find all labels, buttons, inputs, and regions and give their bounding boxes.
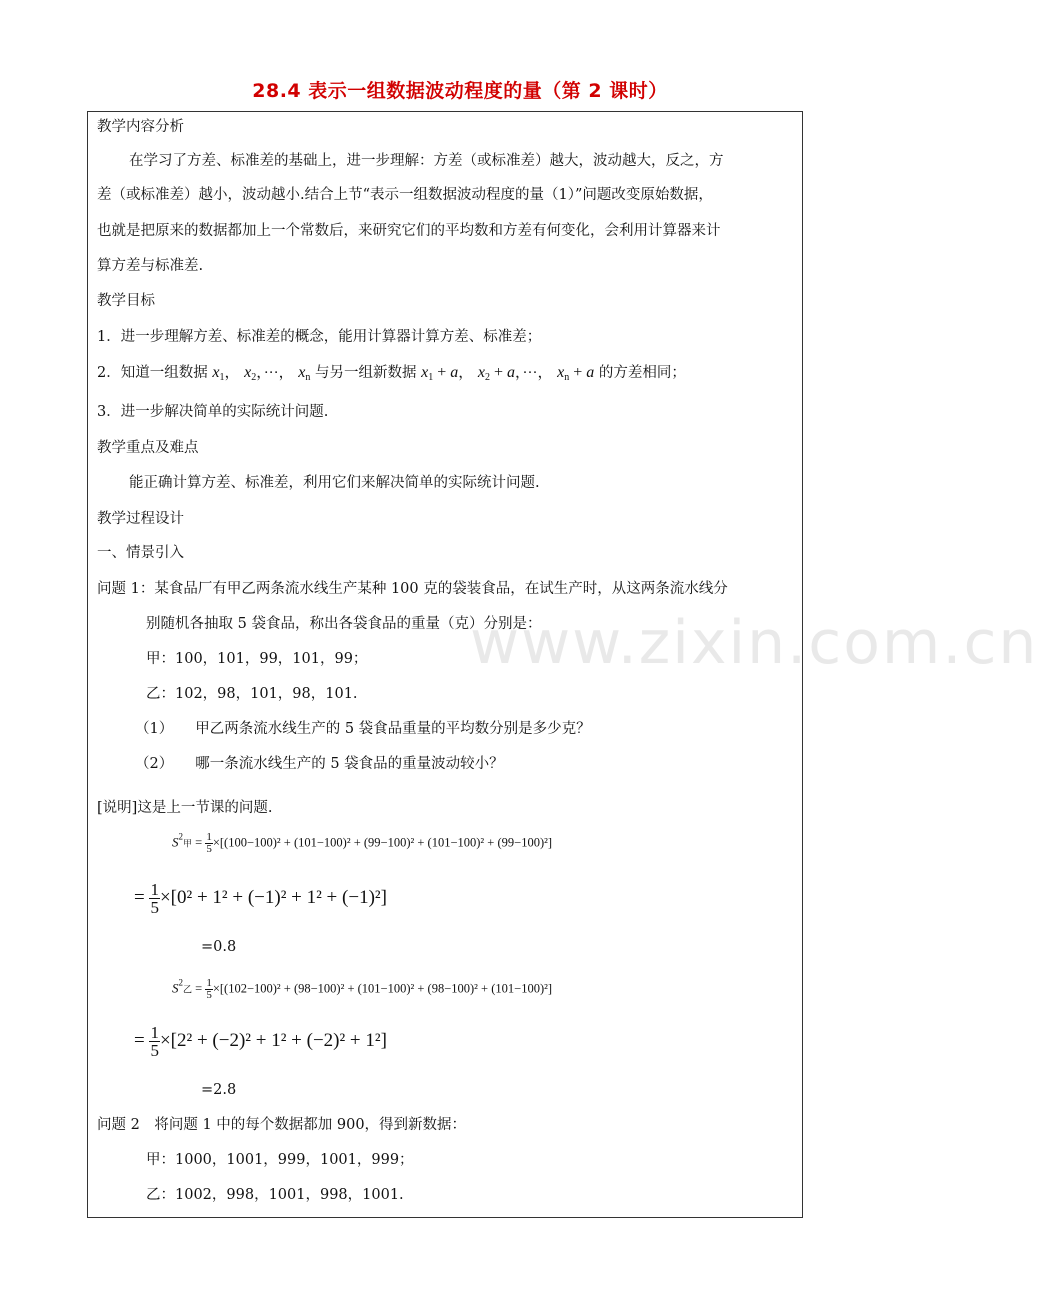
problem2: 问题 2 将问题 1 中的每个数据都加 900，得到新数据： [97,1117,467,1133]
question-2 [135,757,504,772]
formula-label-jia: 甲 [183,838,193,849]
analysis-line-2: 差（或标准差）越小，波动越小.结合上节“表示一组数据波动程度的量（1）”问题改变原始数据， [97,187,713,203]
subheading-intro: 一、情景引入 [97,545,184,561]
goal-item-2-mid: 与另一组新数据 [315,365,417,381]
page-title: 28.4 表示一组数据波动程度的量（第 2 课时） [252,80,668,102]
goal-item-2-prefix: 2．知道一组数据 [97,365,208,381]
formula-variance-jia-simplified: = $\frac{1}{5}$ ×[0² + 1² + (−1)² + 1² + (−1)²] [134,880,387,917]
goal-item-3: 3．进一步解决简单的实际统计问题. [97,404,329,420]
formula-jia-simplified-body: ×[0² + 1² + (−1)² + 1² + (−1)²] [159,886,387,908]
question-1-number: （1） [135,721,174,737]
result-yi: =2.8 [201,1082,237,1098]
heading-content-analysis: 教学内容分析 [97,119,184,135]
goal-item-1: 1．进一步理解方差、标准差的概念，能用计算器计算方差、标准差； [97,329,542,345]
watermark: www.zixin.com.cn [470,608,1038,678]
question-1 [135,722,591,737]
formula-label-yi: 乙 [183,984,193,995]
analysis-line-3: 也就是把原来的数据都加上一个常数后，来研究它们的平均数和方差有何变化，会利用计算器来计 [97,223,721,239]
analysis-line-1: 在学习了方差、标准差的基础上，进一步理解：方差（或标准差）越大，波动越大，反之，方 [129,153,724,169]
formula-jia-body: ×[(100−100)² + (101−100)² + (99−100)² + (101−100)² + (99−100)²] [212,835,553,850]
fraction-one-fifth: $\frac{1}{5}$ [206,831,212,855]
problem1-line-1: 问题 1：某食品厂有甲乙两条流水线生产某种 100 克的袋装食品，在试生产时，从这两条流水线分 [97,581,728,597]
goal-item-2-suffix: 的方差相同； [598,365,686,381]
data-yi-2: 乙：1002，998，1001，998，1001. [146,1187,404,1203]
formula-variance-yi-simplified: = $\frac{1}{5}$ ×[2² + (−2)² + 1² + (−2)² + 1²] [134,1023,387,1060]
formula-yi-simplified-body: ×[2² + (−2)² + 1² + (−2)² + 1²] [159,1029,387,1051]
question-1-text: 甲乙两条流水线生产的 5 袋食品重量的平均数分别是多少克？ [195,721,591,737]
formula-yi-body: ×[(102−100)² + (98−100)² + (101−100)² + (98−100)² + (101−100)²] [212,981,553,996]
fraction-one-fifth-yi-big: $\frac{1}{5}$ [150,1023,159,1060]
data-jia: 甲：100，101，99，101，99； [146,651,368,667]
fraction-one-fifth-big: $\frac{1}{5}$ [150,880,159,917]
formula-variance-jia: $S^2$甲 = $\frac{1}{5}$ ×[(100−100)² + (101−100)² + (99−100)² + (101−100)² + (99−100)²] [172,831,553,855]
analysis-line-4: 算方差与标准差. [97,258,204,274]
math-sequence-x: $x_1$ [212,364,225,383]
math-sequence-x-plus-a: $x_1 + a$ [421,364,459,383]
heading-process: 教学过程设计 [97,511,184,527]
key-points-text: 能正确计算方差、标准差，利用它们来解决简单的实际统计问题. [129,475,540,491]
question-2-number: （2） [135,756,174,772]
data-yi: 乙：102，98，101，98，101. [146,686,358,702]
heading-key-points: 教学重点及难点 [97,440,199,456]
data-jia-2: 甲：1000，1001，999，1001，999； [146,1152,414,1168]
note: [说明]这是上一节课的问题. [97,800,273,816]
fraction-one-fifth-yi: $\frac{1}{5}$ [206,977,212,1001]
goal-item-2: 2．知道一组数据 $x_1$， $x_2$，···， $x_n$ 与另一组新数据 $x_1 + a$， $x_2 + a$，···， $x_n + a$ 的方差相同； [97,364,686,383]
result-jia: =0.8 [201,939,237,955]
problem1-line-2: 别随机各抽取 5 袋食品，称出各袋食品的重量（克）分别是： [146,616,542,632]
question-2-text: 哪一条流水线生产的 5 袋食品的重量波动较小？ [195,756,504,772]
formula-variance-yi: $S^2$乙 = $\frac{1}{5}$ ×[(102−100)² + (98−100)² + (101−100)² + (98−100)² + (101−100)²] [172,977,553,1001]
heading-goals: 教学目标 [97,293,155,309]
